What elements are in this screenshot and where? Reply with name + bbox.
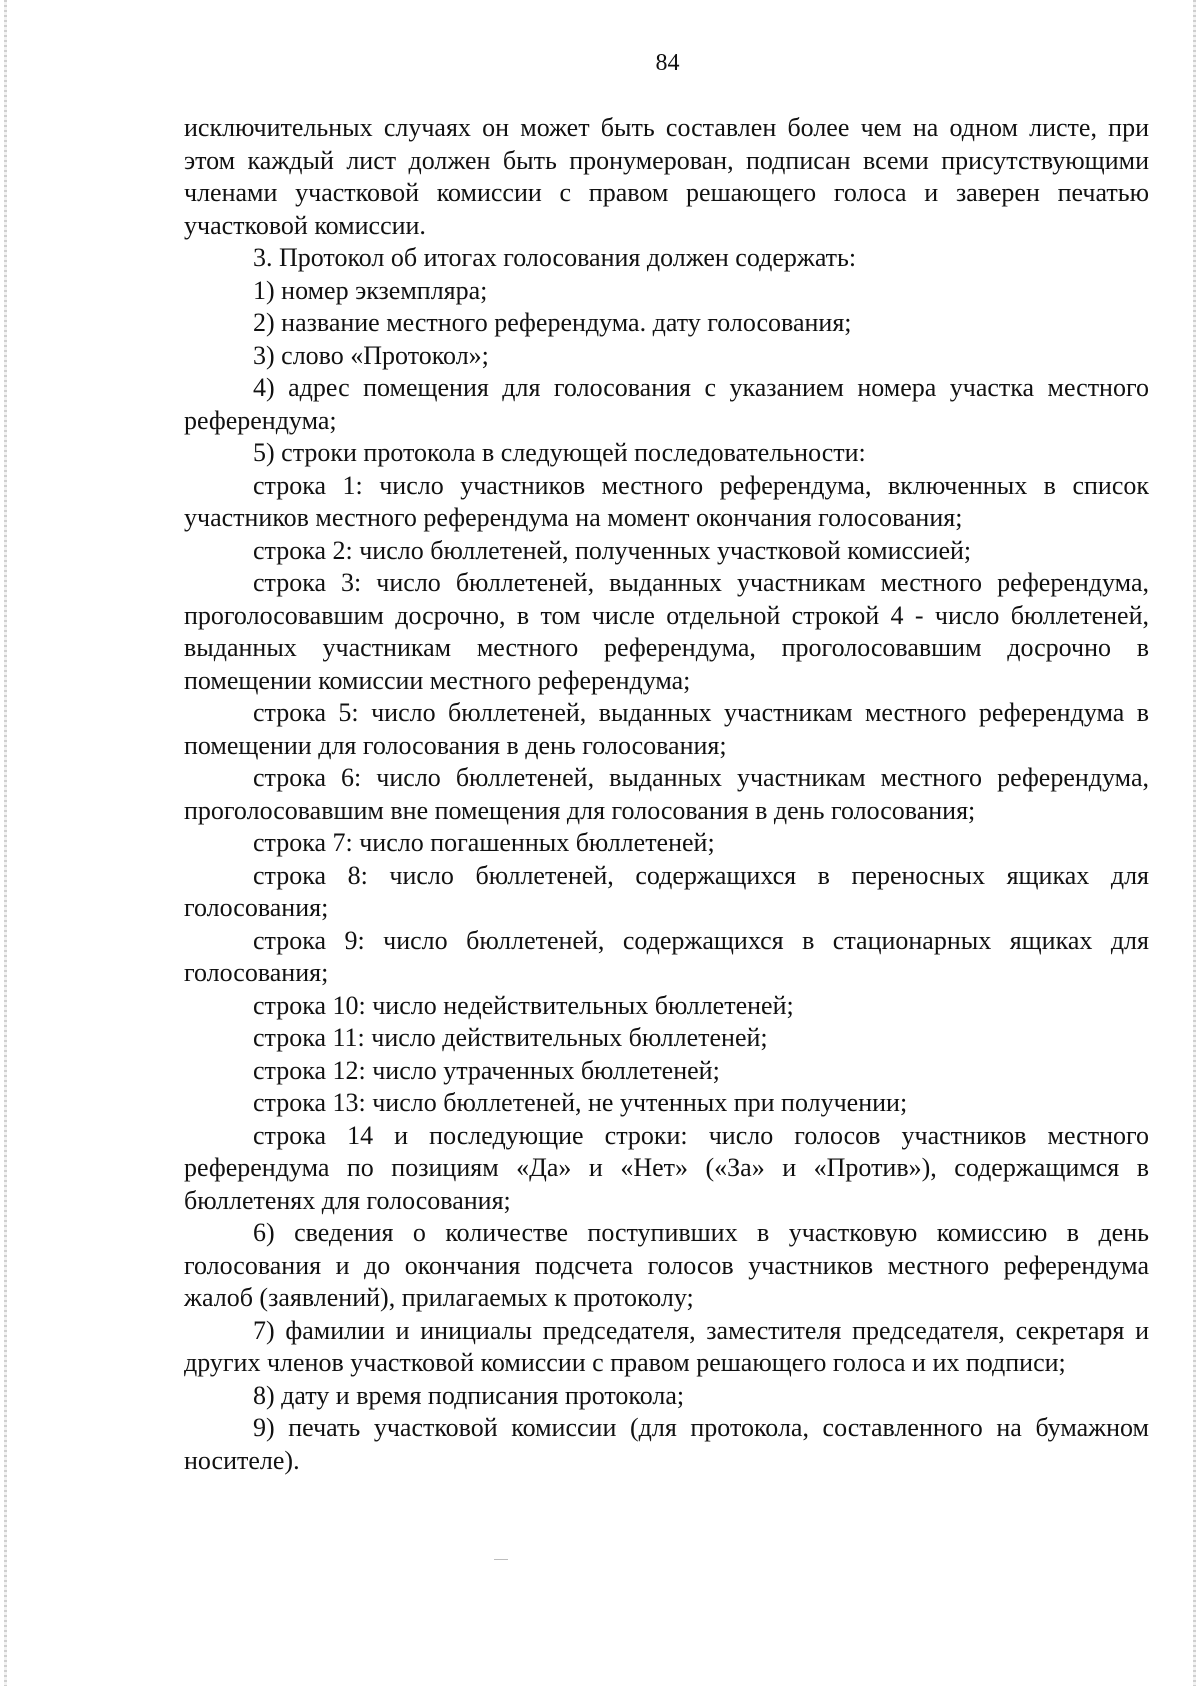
- paragraph-clause-3: 3. Протокол об итогах голосования должен содержать:: [253, 243, 857, 272]
- list-item-5: 5) строки протокола в следующей последовательности:: [253, 438, 866, 467]
- protocol-line-10: строка 10: число недействительных бюллетеней;: [253, 990, 794, 1020]
- list-item-7: 7) фамилии и инициалы председателя, заместителя председателя, секретаря и других членов участковой комиссии с правом решающего голоса и их подписи;: [184, 1315, 1149, 1377]
- scan-edge-left: [4, 0, 7, 1686]
- list-item-4: 4) адрес помещения для голосования с указанием номера участка местного референдума;: [184, 373, 1149, 435]
- protocol-line-8: строка 8: число бюллетеней, содержащихся в переносных ящиках для голосования;: [184, 860, 1149, 922]
- list-item-9: 9) печать участковой комиссии (для протокола, составленного на бумажном носителе).: [184, 1413, 1149, 1475]
- protocol-line-9: строка 9: число бюллетеней, содержащихся в стационарных ящиках для голосования;: [184, 925, 1149, 987]
- list-item-1: 1) номер экземпляра;: [253, 275, 488, 305]
- list-item-6: 6) сведения о количестве поступивших в участковую комиссию в день голосования и до окончания подсчета голосов участников местного референдума жалоб (заявлений), прилагаемых к протоколу;: [184, 1218, 1149, 1312]
- protocol-line-2: строка 2: число бюллетеней, полученных участковой комиссией;: [253, 535, 972, 565]
- scan-mark: [494, 1559, 508, 1560]
- document-body: [184, 112, 1149, 1477]
- protocol-line-5: строка 5: число бюллетеней, выданных участникам местного референдума в помещении для голосования в день голосования;: [184, 698, 1149, 760]
- protocol-line-3: строка 3: число бюллетеней, выданных участникам местного референдума, проголосовавшим досрочно, в том числе отдельной строкой 4 - число бюллетеней, выданных участникам местного референдума, проголосовавшим досрочно в помещении комиссии местного референдума;: [184, 568, 1149, 695]
- list-item-3: 3) слово «Протокол»;: [253, 340, 489, 370]
- protocol-line-6: строка 6: число бюллетеней, выданных участникам местного референдума, проголосовавшим вне помещения для голосования в день голосования;: [184, 763, 1149, 825]
- protocol-line-13: строка 13: число бюллетеней, не учтенных при получении;: [253, 1088, 908, 1117]
- scan-edge-right: [1193, 0, 1196, 1686]
- paragraph-continuation: исключительных случаях он может быть составлен более чем на одном листе, при этом каждый лист должен быть пронумерован, подписан всеми присутствующими членами участковой комиссии с правом решающего голоса и заверен печатью участковой комиссии.: [184, 113, 1149, 240]
- protocol-line-1: строка 1: число участников местного референдума, включенных в список участников местного референдума на момент окончания голосования;: [184, 470, 1149, 532]
- protocol-line-7: строка 7: число погашенных бюллетеней;: [253, 828, 715, 857]
- list-item-2: 2) название местного референдума. дату голосования;: [253, 308, 852, 337]
- page-number: 84: [655, 50, 680, 76]
- protocol-line-14: строка 14 и последующие строки: число голосов участников местного референдума по позициям «Да» и «Нет» («За» и «Против»), содержащимся в бюллетенях для голосования;: [184, 1120, 1149, 1215]
- protocol-line-12: строка 12: число утраченных бюллетеней;: [253, 1055, 720, 1085]
- protocol-line-11: строка 11: число действительных бюллетеней;: [253, 1023, 768, 1052]
- list-item-8: 8) дату и время подписания протокола;: [253, 1380, 685, 1410]
